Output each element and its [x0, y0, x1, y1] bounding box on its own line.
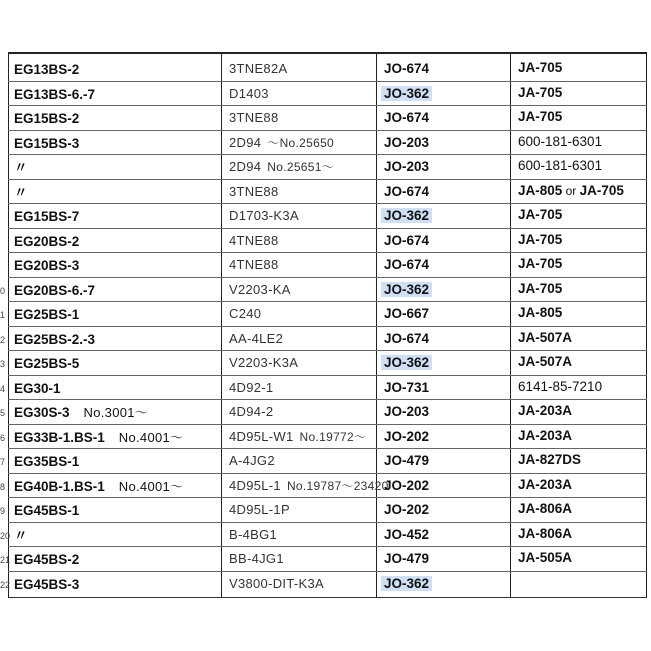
jo-cell — [384, 182, 429, 202]
engine-cell — [229, 525, 277, 545]
jo-part-number: JO-674 — [384, 232, 430, 248]
ja-cell — [518, 475, 572, 495]
ja-cell — [518, 181, 624, 201]
row-number: 20 — [0, 530, 11, 541]
row-number: 0 — [0, 285, 6, 296]
engine-model: 2D94 — [229, 134, 262, 150]
model-serial-note: No.4001～ — [118, 478, 184, 494]
jo-cell — [384, 84, 432, 104]
model-cell — [14, 256, 79, 276]
row-divider — [8, 228, 647, 229]
model-cell — [14, 403, 148, 423]
ja-cell — [518, 377, 602, 397]
ja-cell — [518, 450, 581, 470]
jo-part-number: JO-731 — [384, 379, 430, 395]
model-cell — [14, 109, 79, 129]
engine-model: 3TNE82A — [229, 61, 288, 76]
engine-model: 4D92-1 — [229, 379, 274, 395]
engine-cell — [229, 182, 279, 202]
engine-cell — [229, 206, 299, 226]
row-divider — [8, 277, 647, 278]
jo-cell — [384, 329, 429, 349]
model-name: EG20BS-3 — [14, 258, 80, 273]
engine-serial-note: No.25651～ — [267, 160, 335, 174]
engine-model: 3TNE88 — [229, 110, 279, 125]
jo-cell — [384, 476, 429, 496]
jo-part-number: JO-362 — [381, 282, 432, 297]
jo-cell — [384, 427, 429, 447]
jo-cell — [384, 108, 429, 128]
engine-model: D1403 — [229, 85, 269, 101]
row-divider — [8, 448, 647, 449]
jo-cell — [384, 255, 429, 275]
jo-cell — [384, 500, 429, 520]
model-serial-note: No.3001～ — [83, 405, 149, 420]
model-serial-note: No.4001～ — [118, 429, 184, 445]
engine-cell — [229, 427, 366, 447]
model-cell — [14, 526, 28, 546]
engine-model: 4TNE88 — [229, 232, 279, 248]
ja-part-number: 6141-85-7210 — [518, 378, 603, 394]
row-divider — [8, 203, 647, 204]
engine-serial-note: No.19772～ — [299, 429, 367, 444]
row-number: 6 — [0, 432, 6, 443]
engine-model: 4D94-2 — [229, 404, 274, 419]
jo-part-number: JO-203 — [384, 134, 430, 150]
jo-part-number: JO-203 — [384, 404, 430, 419]
jo-part-number: JO-674 — [384, 110, 430, 125]
model-name: EG40B-1.BS-1 — [14, 478, 105, 494]
engine-cell — [229, 59, 287, 79]
row-divider — [8, 252, 647, 253]
ja-part-number: JA-705 — [518, 256, 563, 271]
model-name: EG15BS-3 — [14, 135, 80, 151]
row-number: 7 — [0, 457, 6, 467]
ja-part-number: JA-507A — [518, 354, 573, 369]
ja-part-number: JA-705 — [518, 280, 563, 296]
ja-part-number: JA-805 — [518, 305, 563, 320]
ja-part-number: JA-805 — [518, 182, 563, 198]
ja-or-label: or — [562, 183, 580, 198]
model-name: 〃 — [14, 527, 28, 543]
model-name: EG15BS-2 — [14, 111, 80, 126]
model-cell — [14, 477, 183, 497]
ja-alt-part-number: JA-705 — [579, 182, 624, 198]
model-name: EG45BS-3 — [14, 576, 80, 592]
model-name: EG45BS-1 — [14, 503, 80, 518]
engine-cell — [229, 133, 334, 153]
jo-cell — [384, 451, 429, 471]
ja-cell — [518, 279, 562, 299]
row-divider — [8, 375, 647, 376]
jo-part-number: JO-203 — [384, 159, 430, 174]
model-name: EG25BS-2.-3 — [14, 331, 96, 347]
jo-part-number: JO-452 — [384, 526, 430, 542]
engine-model: 3TNE88 — [229, 183, 279, 199]
ja-cell — [518, 499, 572, 519]
model-cell — [14, 232, 79, 252]
engine-cell — [229, 500, 290, 520]
ja-part-number: JA-203A — [518, 476, 573, 492]
engine-model: 4D95L-W1 — [229, 428, 294, 444]
ja-cell — [518, 58, 562, 78]
model-name: EG25BS-5 — [14, 356, 80, 371]
ja-cell — [518, 83, 562, 103]
ja-cell — [518, 352, 572, 372]
engine-model: BB-4JG1 — [229, 551, 284, 566]
jo-cell — [384, 206, 432, 226]
engine-cell — [229, 402, 273, 422]
row-divider — [8, 473, 647, 474]
model-name: EG25BS-1 — [14, 307, 80, 322]
ja-part-number: JA-705 — [518, 60, 563, 75]
jo-part-number: JO-202 — [384, 428, 430, 444]
engine-cell — [229, 574, 324, 594]
row-number: 22 — [0, 579, 11, 590]
table-top-border — [8, 52, 647, 54]
jo-part-number: JO-362 — [381, 576, 432, 591]
jo-part-number: JO-674 — [384, 330, 430, 346]
jo-part-number: JO-674 — [384, 257, 430, 272]
engine-cell — [229, 231, 279, 251]
ja-cell — [518, 548, 572, 568]
row-number: 5 — [0, 408, 6, 418]
model-name: EG20BS-6.-7 — [14, 282, 96, 298]
ja-part-number: 600-181-6301 — [518, 158, 603, 173]
model-cell — [14, 330, 95, 350]
model-cell — [14, 550, 79, 570]
model-cell — [14, 501, 79, 521]
model-name: EG30-1 — [14, 380, 61, 396]
engine-cell — [229, 451, 275, 471]
model-name: EG33B-1.BS-1 — [14, 429, 105, 445]
ja-part-number: JA-705 — [518, 84, 563, 100]
jo-cell — [384, 378, 429, 398]
jo-cell — [384, 402, 429, 422]
jo-part-number: JO-479 — [384, 453, 430, 468]
model-cell — [14, 379, 61, 399]
row-number: 9 — [0, 506, 6, 516]
engine-cell — [229, 304, 261, 324]
jo-cell — [384, 574, 432, 594]
engine-cell — [229, 157, 334, 177]
table-bottom-border — [8, 597, 647, 598]
jo-part-number: JO-202 — [384, 502, 430, 517]
jo-part-number: JO-362 — [381, 355, 432, 370]
model-cell — [14, 60, 79, 80]
engine-model: A-4JG2 — [229, 453, 275, 468]
model-cell — [14, 575, 79, 595]
engine-cell — [229, 549, 284, 569]
row-divider — [8, 326, 647, 327]
row-divider — [8, 350, 647, 351]
model-cell — [14, 158, 28, 178]
row-divider — [8, 424, 647, 425]
ja-part-number: JA-203A — [518, 403, 573, 418]
ja-part-number: JA-806A — [518, 525, 573, 541]
ja-cell — [518, 303, 562, 323]
model-cell — [14, 281, 95, 301]
jo-part-number: JO-674 — [384, 61, 430, 76]
model-cell — [14, 183, 28, 203]
engine-cell — [229, 280, 291, 300]
row-divider — [8, 154, 647, 155]
ja-cell — [518, 328, 572, 348]
jo-part-number: JO-202 — [384, 477, 430, 493]
model-name: EG20BS-2 — [14, 233, 80, 249]
model-name: EG45BS-2 — [14, 552, 80, 567]
model-cell — [14, 134, 79, 154]
model-cell — [14, 354, 79, 374]
ja-part-number: JA-806A — [518, 501, 573, 516]
jo-cell — [384, 353, 432, 373]
model-cell — [14, 452, 79, 472]
engine-model: AA-4LE2 — [229, 330, 284, 346]
ja-cell — [518, 132, 602, 152]
engine-model: 2D94 — [229, 159, 262, 174]
row-divider — [8, 179, 647, 180]
row-divider — [8, 497, 647, 498]
model-name: EG35BS-1 — [14, 454, 80, 469]
jo-part-number: JO-362 — [381, 86, 432, 101]
jo-part-number: JO-362 — [381, 208, 432, 223]
model-cell — [14, 85, 95, 105]
engine-model: B-4BG1 — [229, 526, 278, 542]
row-divider — [8, 130, 647, 131]
row-number: 8 — [0, 481, 6, 492]
engine-cell — [229, 329, 283, 349]
engine-model: C240 — [229, 306, 262, 321]
model-name: 〃 — [14, 184, 28, 200]
model-cell — [14, 305, 79, 325]
ja-part-number: JA-705 — [518, 207, 563, 222]
ja-cell — [518, 426, 572, 446]
jo-cell — [384, 304, 429, 324]
ja-part-number: JA-705 — [518, 231, 563, 247]
engine-model: 4TNE88 — [229, 257, 279, 272]
model-name: EG30S-3 — [14, 405, 70, 420]
ja-cell — [518, 107, 562, 127]
ja-cell — [518, 205, 562, 225]
row-divider — [8, 571, 647, 572]
engine-cell — [229, 476, 389, 496]
ja-cell — [518, 230, 562, 250]
row-divider — [8, 105, 647, 106]
jo-part-number: JO-479 — [384, 551, 430, 566]
engine-cell — [229, 255, 279, 275]
ja-part-number: JA-705 — [518, 109, 563, 124]
ja-part-number: JA-505A — [518, 550, 573, 565]
jo-part-number: JO-667 — [384, 306, 430, 321]
ja-cell — [518, 401, 572, 421]
engine-serial-note: ～No.25650 — [267, 135, 335, 150]
jo-cell — [384, 231, 429, 251]
ja-part-number: JA-203A — [518, 427, 573, 443]
jo-cell — [384, 157, 429, 177]
row-divider — [8, 399, 647, 400]
jo-cell — [384, 549, 429, 569]
model-cell — [14, 428, 183, 448]
row-divider — [8, 522, 647, 523]
model-name: 〃 — [14, 160, 28, 175]
row-divider — [8, 81, 647, 82]
jo-part-number: JO-674 — [384, 183, 430, 199]
jo-cell — [384, 525, 429, 545]
ja-cell — [518, 524, 572, 544]
row-number: 21 — [0, 555, 11, 565]
jo-cell — [384, 59, 429, 79]
engine-cell — [229, 84, 269, 104]
model-cell — [14, 207, 79, 227]
ja-cell — [518, 156, 602, 176]
jo-cell — [384, 280, 432, 300]
engine-cell — [229, 108, 279, 128]
jo-cell — [384, 133, 429, 153]
row-divider — [8, 546, 647, 547]
row-number: 3 — [0, 359, 6, 369]
ja-cell — [518, 254, 562, 274]
row-number: 4 — [0, 383, 6, 394]
engine-model: D1703-K3A — [229, 208, 299, 223]
engine-model: 4D95L-1 — [229, 477, 281, 493]
engine-model: V2203-KA — [229, 281, 291, 297]
engine-model: 4D95L-1P — [229, 502, 290, 517]
engine-cell — [229, 353, 298, 373]
row-divider — [8, 301, 647, 302]
model-name: EG13BS-6.-7 — [14, 86, 96, 102]
row-number: 2 — [0, 334, 6, 345]
engine-model: V3800-DIT-K3A — [229, 575, 324, 591]
model-name: EG13BS-2 — [14, 62, 80, 77]
engine-cell — [229, 378, 273, 398]
ja-part-number: JA-507A — [518, 329, 573, 345]
ja-part-number: JA-827DS — [518, 452, 582, 467]
row-number: 1 — [0, 310, 6, 320]
ja-part-number: 600-181-6301 — [518, 133, 603, 149]
engine-model: V2203-K3A — [229, 355, 299, 370]
model-name: EG15BS-7 — [14, 209, 80, 224]
engine-serial-note: No.19787～23420 — [286, 478, 389, 493]
